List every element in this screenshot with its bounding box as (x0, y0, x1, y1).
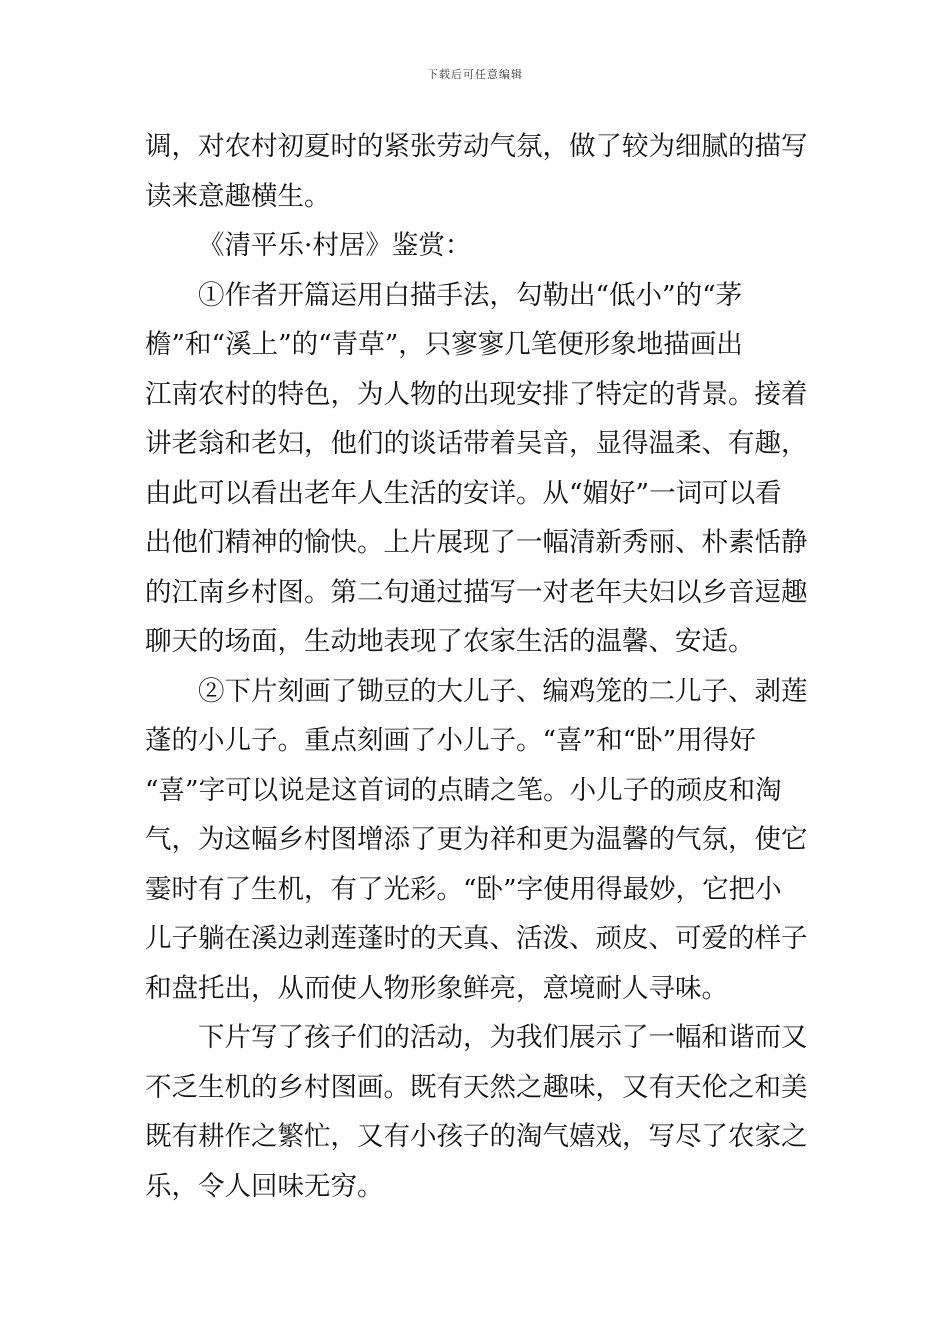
text-line: 调，对农村初夏时的紧张劳动气氛，做了较为细腻的描写 (145, 131, 808, 162)
text-line: 的江南乡村图。第二句通过描写一对老年夫妇以乡音逗趣 (145, 576, 808, 608)
body-text (145, 122, 810, 1211)
text-line: 江南农村的特色，为人物的出现安排了特定的背景。接着 (145, 378, 808, 410)
text-line: ①作者开篇运用白描手法，勾勒出“低小”的“茅 (198, 279, 743, 311)
text-line: 由此可以看出老年人生活的安详。从“媚好”一词可以看 (145, 477, 782, 509)
text-line: 乐，令人回味无穷。 (145, 1170, 384, 1202)
text-line: 读来意趣横生。 (145, 180, 331, 212)
text-line: 蓬的小儿子。重点刻画了小儿子。“喜”和“卧”用得好 (145, 725, 756, 756)
page-header: 下载后可任意编辑 (427, 68, 523, 81)
text-line: ②下片刻画了锄豆的大儿子、编鸡笼的二儿子、剥莲 (198, 675, 808, 707)
text-line: 气，为这幅乡村图增添了更为祥和更为温馨的气氛，使它 (145, 824, 808, 855)
text-line: 既有耕作之繁忙，又有小孩子的淘气嬉戏，写尽了农家之 (145, 1121, 808, 1152)
text-line: 出他们精神的愉快。上片展现了一幅清新秀丽、朴素恬静 (145, 527, 808, 558)
text-line: 儿子躺在溪边剥莲蓬时的天真、活泼、顽皮、可爱的样子 (145, 923, 808, 954)
text-line: 聊天的场面，生动地表现了农家生活的温馨、安适。 (145, 626, 755, 657)
text-line: 不乏生机的乡村图画。既有天然之趣味，又有天伦之和美 (145, 1071, 808, 1103)
text-line: 下片写了孩子们的活动，为我们展示了一幅和谐而又 (198, 1022, 808, 1053)
section-heading: 《清平乐·村居》鉴赏： (198, 230, 472, 261)
text-line: 霎时有了生机，有了光彩。“卧”字使用得最妙，它把小 (145, 873, 782, 905)
text-line: 檐”和“溪上”的“青草”，只寥寥几笔便形象地描画出 (145, 329, 743, 360)
text-line: “喜”字可以说是这首词的点睛之笔。小儿子的顽皮和淘 (145, 774, 782, 806)
text-line: 讲老翁和老妇，他们的谈话带着吴音，显得温柔、有趣， (145, 428, 808, 459)
text-line: 和盘托出，从而使人物形象鲜亮，意境耐人寻味。 (145, 972, 728, 1004)
